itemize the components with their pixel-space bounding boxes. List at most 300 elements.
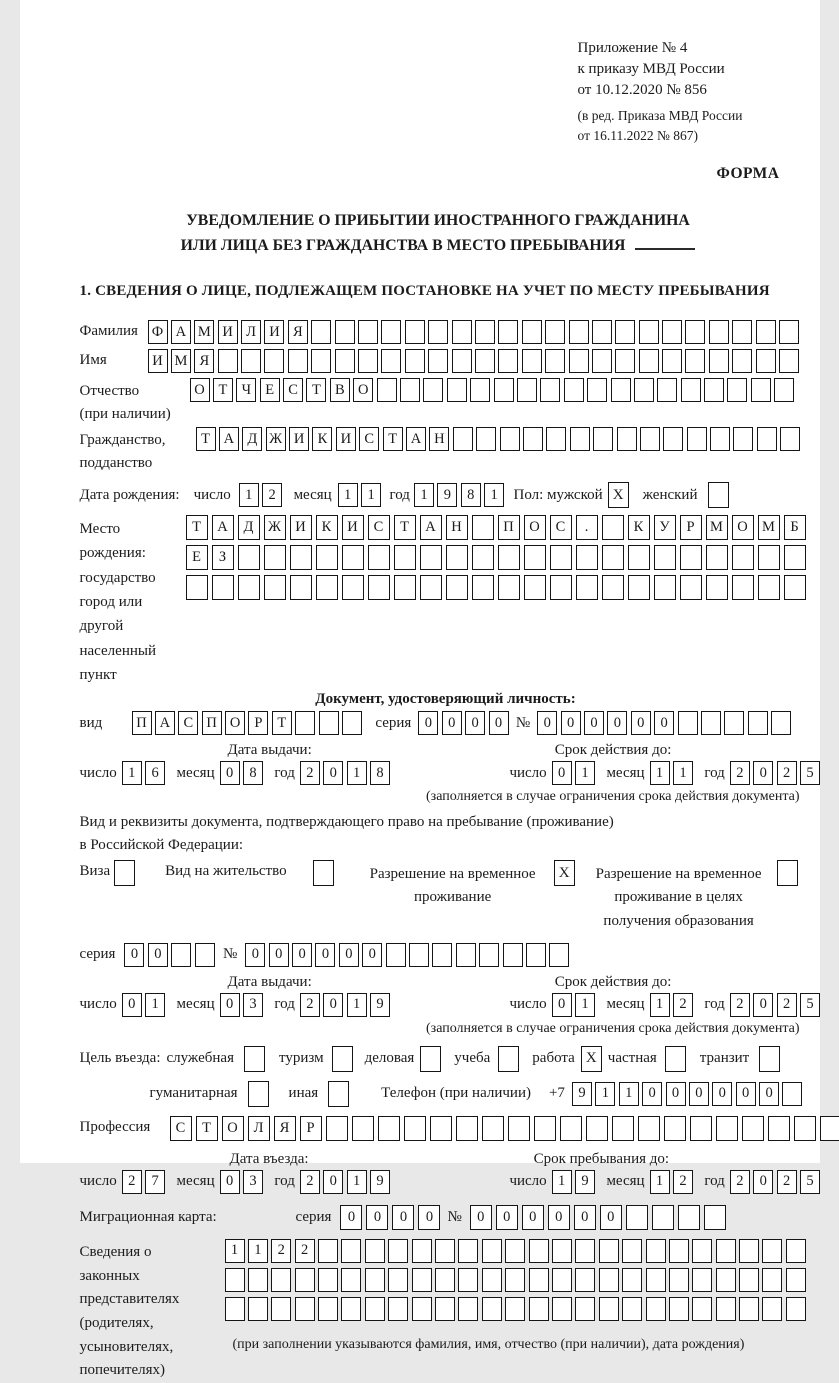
char-box[interactable] (508, 1116, 530, 1141)
char-box[interactable]: 0 (712, 1082, 732, 1106)
char-box[interactable] (405, 349, 425, 373)
char-box[interactable] (593, 427, 613, 451)
char-box[interactable] (352, 1116, 374, 1141)
purpose-official-checkbox[interactable] (244, 1046, 265, 1072)
char-box[interactable] (475, 320, 495, 344)
char-box[interactable]: 0 (522, 1205, 544, 1230)
char-box[interactable] (709, 349, 729, 373)
char-box[interactable] (341, 1239, 361, 1263)
char-box[interactable] (615, 320, 635, 344)
char-box[interactable] (171, 943, 191, 967)
char-box[interactable]: К (316, 515, 338, 540)
char-box[interactable]: С (283, 378, 303, 402)
char-box[interactable] (365, 1297, 385, 1321)
char-box[interactable] (586, 1116, 608, 1141)
char-box[interactable]: 0 (600, 1205, 622, 1230)
char-box[interactable]: С (368, 515, 390, 540)
char-box[interactable]: 2 (673, 993, 693, 1017)
char-box[interactable]: И (336, 427, 356, 451)
char-box[interactable]: 1 (595, 1082, 615, 1106)
char-box[interactable] (794, 1116, 816, 1141)
char-box[interactable] (724, 711, 744, 735)
char-box[interactable] (472, 515, 494, 540)
char-box[interactable]: 2 (262, 483, 282, 507)
char-box[interactable] (342, 545, 364, 570)
char-box[interactable] (654, 575, 676, 600)
char-box[interactable] (646, 1297, 666, 1321)
char-box[interactable] (652, 1205, 674, 1230)
char-box[interactable] (529, 1239, 549, 1263)
char-box[interactable] (517, 378, 537, 402)
char-box[interactable] (762, 1268, 782, 1292)
char-box[interactable] (494, 378, 514, 402)
char-box[interactable]: 0 (323, 993, 343, 1017)
char-box[interactable]: 1 (347, 993, 367, 1017)
char-box[interactable]: 1 (414, 483, 434, 507)
char-box[interactable]: О (222, 1116, 244, 1141)
char-box[interactable] (409, 943, 429, 967)
char-box[interactable] (569, 349, 589, 373)
char-box[interactable]: 0 (574, 1205, 596, 1230)
char-box[interactable]: 0 (366, 1205, 388, 1230)
char-box[interactable]: 2 (730, 761, 750, 785)
char-box[interactable] (365, 1268, 385, 1292)
char-box[interactable] (505, 1297, 525, 1321)
char-box[interactable]: И (264, 320, 284, 344)
char-box[interactable]: Я (288, 320, 308, 344)
char-box[interactable] (692, 1239, 712, 1263)
char-box[interactable] (358, 349, 378, 373)
char-box[interactable] (756, 349, 776, 373)
char-box[interactable] (663, 427, 683, 451)
char-box[interactable] (701, 711, 721, 735)
char-box[interactable] (264, 545, 286, 570)
char-box[interactable]: В (330, 378, 350, 402)
char-box[interactable]: 0 (548, 1205, 570, 1230)
char-box[interactable]: О (353, 378, 373, 402)
char-box[interactable] (678, 711, 698, 735)
char-box[interactable] (756, 320, 776, 344)
char-box[interactable] (779, 320, 799, 344)
char-box[interactable] (576, 575, 598, 600)
char-box[interactable]: У (654, 515, 676, 540)
char-box[interactable]: Ж (266, 427, 286, 451)
char-box[interactable] (768, 1116, 790, 1141)
char-box[interactable]: Е (260, 378, 280, 402)
char-box[interactable]: 1 (239, 483, 259, 507)
purpose-other-checkbox[interactable] (328, 1081, 349, 1107)
char-box[interactable] (784, 575, 806, 600)
char-box[interactable] (545, 349, 565, 373)
char-box[interactable]: 1 (650, 993, 670, 1017)
char-box[interactable] (186, 575, 208, 600)
char-box[interactable] (248, 1268, 268, 1292)
char-box[interactable]: 8 (243, 761, 263, 785)
char-box[interactable] (758, 545, 780, 570)
char-box[interactable] (780, 427, 800, 451)
char-box[interactable]: Ж (264, 515, 286, 540)
char-box[interactable] (662, 349, 682, 373)
char-box[interactable] (505, 1268, 525, 1292)
temporary-permit-checkbox[interactable]: X (554, 860, 575, 886)
char-box[interactable]: Б (784, 515, 806, 540)
char-box[interactable]: 1 (575, 761, 595, 785)
char-box[interactable] (628, 575, 650, 600)
char-box[interactable] (748, 711, 768, 735)
char-box[interactable] (526, 943, 546, 967)
char-box[interactable]: С (359, 427, 379, 451)
char-box[interactable] (820, 1116, 839, 1141)
char-box[interactable]: О (190, 378, 210, 402)
char-box[interactable] (786, 1268, 806, 1292)
char-box[interactable]: П (202, 711, 222, 735)
char-box[interactable]: 8 (370, 761, 390, 785)
char-box[interactable]: 0 (220, 1170, 240, 1194)
char-box[interactable]: Р (300, 1116, 322, 1141)
char-box[interactable] (602, 575, 624, 600)
char-box[interactable] (394, 545, 416, 570)
char-box[interactable] (739, 1268, 759, 1292)
char-box[interactable]: 3 (243, 993, 263, 1017)
char-box[interactable] (335, 320, 355, 344)
char-box[interactable] (612, 1116, 634, 1141)
char-box[interactable] (782, 1082, 802, 1106)
char-box[interactable]: А (155, 711, 175, 735)
char-box[interactable]: 2 (730, 1170, 750, 1194)
char-box[interactable] (646, 1268, 666, 1292)
char-box[interactable] (692, 1268, 712, 1292)
char-box[interactable]: 0 (496, 1205, 518, 1230)
char-box[interactable] (428, 349, 448, 373)
char-box[interactable] (540, 378, 560, 402)
char-box[interactable]: Ф (148, 320, 168, 344)
char-box[interactable]: О (524, 515, 546, 540)
char-box[interactable] (751, 378, 771, 402)
char-box[interactable] (739, 1297, 759, 1321)
char-box[interactable]: А (406, 427, 426, 451)
char-box[interactable] (669, 1297, 689, 1321)
char-box[interactable] (476, 427, 496, 451)
char-box[interactable]: М (706, 515, 728, 540)
char-box[interactable]: З (212, 545, 234, 570)
char-box[interactable] (522, 349, 542, 373)
char-box[interactable] (271, 1268, 291, 1292)
char-box[interactable] (498, 575, 520, 600)
char-box[interactable]: 5 (800, 993, 820, 1017)
char-box[interactable] (786, 1297, 806, 1321)
char-box[interactable]: 0 (759, 1082, 779, 1106)
char-box[interactable] (458, 1268, 478, 1292)
char-box[interactable] (311, 349, 331, 373)
char-box[interactable]: И (342, 515, 364, 540)
char-box[interactable]: О (732, 515, 754, 540)
char-box[interactable] (786, 1239, 806, 1263)
char-box[interactable]: 1 (619, 1082, 639, 1106)
char-box[interactable] (500, 427, 520, 451)
char-box[interactable] (690, 1116, 712, 1141)
char-box[interactable]: 1 (347, 1170, 367, 1194)
char-box[interactable] (238, 545, 260, 570)
char-box[interactable] (592, 320, 612, 344)
char-box[interactable] (622, 1239, 642, 1263)
char-box[interactable] (716, 1239, 736, 1263)
char-box[interactable]: 0 (552, 993, 572, 1017)
char-box[interactable]: С (550, 515, 572, 540)
char-box[interactable]: 2 (122, 1170, 142, 1194)
char-box[interactable]: Р (680, 515, 702, 540)
char-box[interactable] (456, 943, 476, 967)
char-box[interactable] (412, 1239, 432, 1263)
char-box[interactable]: Т (196, 427, 216, 451)
purpose-work-checkbox[interactable]: X (581, 1046, 602, 1072)
char-box[interactable]: 0 (561, 711, 581, 735)
char-box[interactable] (498, 349, 518, 373)
char-box[interactable]: 0 (315, 943, 335, 967)
char-box[interactable] (341, 1268, 361, 1292)
char-box[interactable] (400, 378, 420, 402)
char-box[interactable] (432, 943, 452, 967)
char-box[interactable] (386, 943, 406, 967)
char-box[interactable]: 2 (777, 1170, 797, 1194)
char-box[interactable] (710, 427, 730, 451)
char-box[interactable]: 0 (537, 711, 557, 735)
char-box[interactable] (602, 545, 624, 570)
char-box[interactable] (611, 378, 631, 402)
char-box[interactable] (546, 427, 566, 451)
char-box[interactable]: О (225, 711, 245, 735)
char-box[interactable] (742, 1116, 764, 1141)
char-box[interactable]: 0 (323, 1170, 343, 1194)
char-box[interactable]: 0 (489, 711, 509, 735)
char-box[interactable]: 0 (340, 1205, 362, 1230)
char-box[interactable] (452, 349, 472, 373)
char-box[interactable] (446, 575, 468, 600)
char-box[interactable] (378, 1116, 400, 1141)
char-box[interactable] (195, 943, 215, 967)
char-box[interactable] (404, 1116, 426, 1141)
char-box[interactable] (316, 575, 338, 600)
char-box[interactable] (704, 1205, 726, 1230)
char-box[interactable] (626, 1205, 648, 1230)
char-box[interactable] (524, 575, 546, 600)
char-box[interactable]: 0 (220, 993, 240, 1017)
char-box[interactable] (264, 349, 284, 373)
char-box[interactable]: 1 (145, 993, 165, 1017)
char-box[interactable] (549, 943, 569, 967)
char-box[interactable]: А (171, 320, 191, 344)
char-box[interactable]: Т (196, 1116, 218, 1141)
char-box[interactable]: Т (383, 427, 403, 451)
char-box[interactable] (241, 349, 261, 373)
char-box[interactable]: 0 (631, 711, 651, 735)
char-box[interactable] (458, 1297, 478, 1321)
char-box[interactable]: 2 (300, 993, 320, 1017)
char-box[interactable] (779, 349, 799, 373)
char-box[interactable]: 0 (220, 761, 240, 785)
char-box[interactable]: 0 (753, 1170, 773, 1194)
char-box[interactable] (569, 320, 589, 344)
char-box[interactable] (739, 1239, 759, 1263)
char-box[interactable] (420, 575, 442, 600)
char-box[interactable]: 1 (347, 761, 367, 785)
char-box[interactable]: . (576, 515, 598, 540)
char-box[interactable] (311, 320, 331, 344)
char-box[interactable]: 0 (339, 943, 359, 967)
char-box[interactable] (381, 349, 401, 373)
purpose-private-checkbox[interactable] (665, 1046, 686, 1072)
char-box[interactable] (264, 575, 286, 600)
char-box[interactable]: Н (446, 515, 468, 540)
char-box[interactable]: 1 (248, 1239, 268, 1263)
char-box[interactable] (318, 1297, 338, 1321)
char-box[interactable] (639, 349, 659, 373)
char-box[interactable] (470, 378, 490, 402)
char-box[interactable] (575, 1297, 595, 1321)
char-box[interactable] (435, 1297, 455, 1321)
char-box[interactable]: 2 (300, 1170, 320, 1194)
char-box[interactable] (388, 1268, 408, 1292)
char-box[interactable] (564, 378, 584, 402)
char-box[interactable] (475, 349, 495, 373)
char-box[interactable]: 0 (418, 1205, 440, 1230)
char-box[interactable] (318, 1268, 338, 1292)
char-box[interactable]: 1 (484, 483, 504, 507)
char-box[interactable] (212, 575, 234, 600)
char-box[interactable]: И (290, 515, 312, 540)
char-box[interactable]: 0 (470, 1205, 492, 1230)
char-box[interactable] (412, 1268, 432, 1292)
char-box[interactable] (762, 1239, 782, 1263)
char-box[interactable]: 0 (736, 1082, 756, 1106)
char-box[interactable]: С (170, 1116, 192, 1141)
char-box[interactable]: М (758, 515, 780, 540)
char-box[interactable]: П (498, 515, 520, 540)
char-box[interactable] (458, 1239, 478, 1263)
char-box[interactable] (550, 545, 572, 570)
char-box[interactable]: М (171, 349, 191, 373)
char-box[interactable] (771, 711, 791, 735)
char-box[interactable] (523, 427, 543, 451)
char-box[interactable]: 9 (572, 1082, 592, 1106)
char-box[interactable] (602, 515, 624, 540)
education-permit-checkbox[interactable] (777, 860, 798, 886)
char-box[interactable] (654, 545, 676, 570)
char-box[interactable] (552, 1297, 572, 1321)
char-box[interactable]: 0 (323, 761, 343, 785)
char-box[interactable] (599, 1268, 619, 1292)
char-box[interactable] (662, 320, 682, 344)
char-box[interactable] (453, 427, 473, 451)
char-box[interactable]: Т (306, 378, 326, 402)
char-box[interactable] (452, 320, 472, 344)
char-box[interactable]: 2 (673, 1170, 693, 1194)
char-box[interactable] (225, 1297, 245, 1321)
char-box[interactable]: 0 (654, 711, 674, 735)
char-box[interactable] (706, 575, 728, 600)
char-box[interactable] (358, 320, 378, 344)
purpose-humanitarian-checkbox[interactable] (248, 1081, 269, 1107)
char-box[interactable] (681, 378, 701, 402)
char-box[interactable] (640, 427, 660, 451)
char-box[interactable] (634, 378, 654, 402)
char-box[interactable]: А (212, 515, 234, 540)
char-box[interactable]: 0 (269, 943, 289, 967)
char-box[interactable] (575, 1239, 595, 1263)
char-box[interactable]: Т (213, 378, 233, 402)
char-box[interactable] (639, 320, 659, 344)
char-box[interactable]: 1 (122, 761, 142, 785)
char-box[interactable] (628, 545, 650, 570)
char-box[interactable] (732, 349, 752, 373)
char-box[interactable] (692, 1297, 712, 1321)
char-box[interactable] (727, 378, 747, 402)
visa-checkbox[interactable] (114, 860, 135, 886)
char-box[interactable] (570, 427, 590, 451)
char-box[interactable]: Л (248, 1116, 270, 1141)
char-box[interactable] (575, 1268, 595, 1292)
purpose-business-checkbox[interactable] (420, 1046, 441, 1072)
char-box[interactable] (617, 427, 637, 451)
char-box[interactable] (238, 575, 260, 600)
char-box[interactable] (435, 1268, 455, 1292)
char-box[interactable] (716, 1297, 736, 1321)
char-box[interactable] (622, 1268, 642, 1292)
char-box[interactable] (638, 1116, 660, 1141)
char-box[interactable] (669, 1268, 689, 1292)
char-box[interactable]: 2 (271, 1239, 291, 1263)
char-box[interactable]: 0 (122, 993, 142, 1017)
char-box[interactable]: 9 (437, 483, 457, 507)
char-box[interactable]: Т (394, 515, 416, 540)
char-box[interactable]: Н (429, 427, 449, 451)
char-box[interactable] (545, 320, 565, 344)
char-box[interactable] (529, 1268, 549, 1292)
char-box[interactable] (368, 575, 390, 600)
char-box[interactable] (762, 1297, 782, 1321)
char-box[interactable] (430, 1116, 452, 1141)
char-box[interactable]: 1 (575, 993, 595, 1017)
char-box[interactable] (368, 545, 390, 570)
char-box[interactable]: Т (186, 515, 208, 540)
char-box[interactable]: Е (186, 545, 208, 570)
char-box[interactable]: 9 (370, 1170, 390, 1194)
char-box[interactable] (615, 349, 635, 373)
char-box[interactable]: 2 (300, 761, 320, 785)
char-box[interactable] (295, 1268, 315, 1292)
char-box[interactable] (709, 320, 729, 344)
char-box[interactable]: И (289, 427, 309, 451)
char-box[interactable]: 1 (361, 483, 381, 507)
char-box[interactable]: 1 (225, 1239, 245, 1263)
char-box[interactable] (587, 378, 607, 402)
char-box[interactable]: 0 (666, 1082, 686, 1106)
char-box[interactable] (377, 378, 397, 402)
char-box[interactable] (388, 1239, 408, 1263)
char-box[interactable] (394, 575, 416, 600)
char-box[interactable]: 0 (148, 943, 168, 967)
char-box[interactable] (482, 1239, 502, 1263)
char-box[interactable]: А (420, 515, 442, 540)
char-box[interactable] (599, 1239, 619, 1263)
char-box[interactable] (225, 1268, 245, 1292)
char-box[interactable] (326, 1116, 348, 1141)
char-box[interactable]: 2 (295, 1239, 315, 1263)
char-box[interactable] (295, 1297, 315, 1321)
char-box[interactable] (732, 545, 754, 570)
char-box[interactable] (774, 378, 794, 402)
char-box[interactable]: 8 (461, 483, 481, 507)
char-box[interactable] (295, 711, 315, 735)
